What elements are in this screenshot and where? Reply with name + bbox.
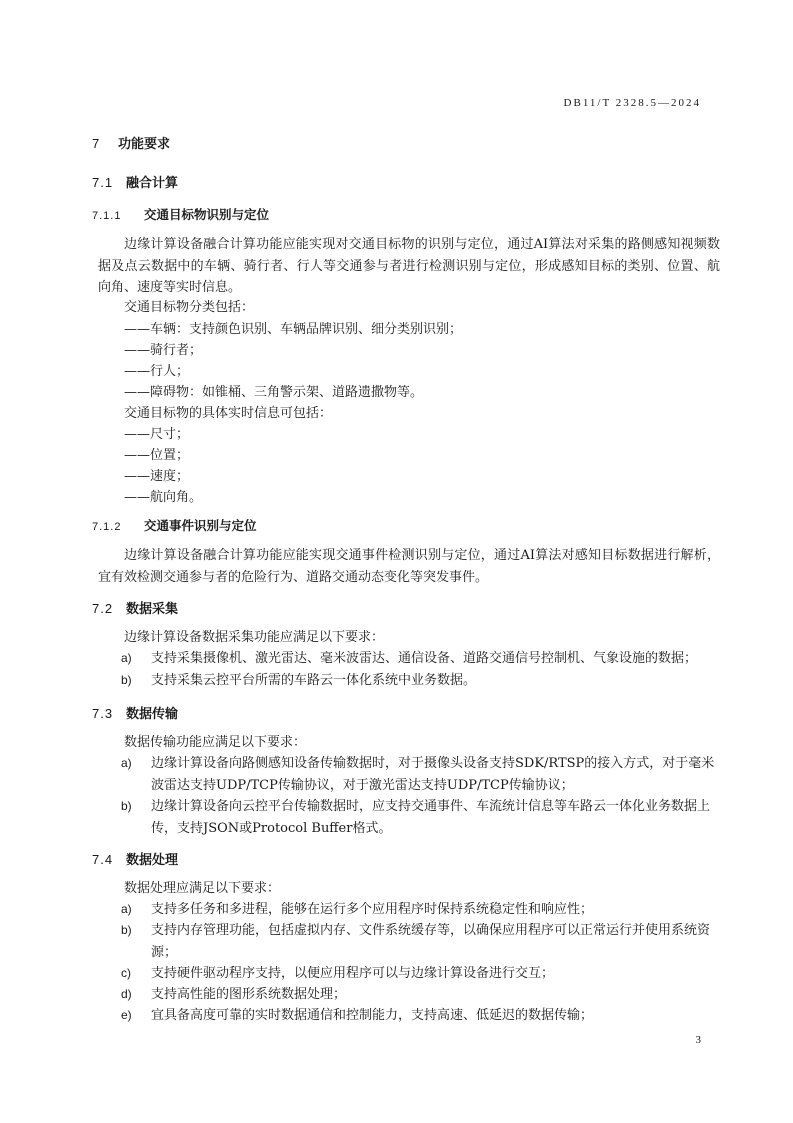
classes-intro: 交通目标物分类包括：: [124, 300, 255, 315]
section-7-4-heading: [92, 849, 178, 868]
list-item: 支持硬件驱动程序支持，以便应用程序可以与边缘计算设备进行交互；: [151, 966, 555, 981]
document-number: DB11/T 2328.5—2024: [563, 97, 701, 109]
section-7-1-heading: [92, 172, 178, 191]
list-item: 边缘计算设备向路侧感知设备传输数据时，对于摄像头设备支持SDK/RTSP的接入方式，对于毫米波雷达支持UDP/TCP传输协议，对于激光雷达支持UDP/TCP传输协议；: [151, 756, 715, 793]
section-7-1-2-heading: [92, 516, 257, 534]
list-item: ——障碍物：如锥桶、三角警示架、道路遗撒物等。: [124, 385, 424, 400]
list-marker: b): [121, 673, 132, 687]
section-number: 7.1.2: [92, 521, 122, 533]
list-marker: a): [121, 756, 132, 770]
section-title: 融合计算: [126, 176, 179, 191]
list-item: 支持多任务和多进程，能够在运行多个应用程序时保持系统稳定性和响应性；: [151, 902, 594, 917]
section-number: 7.1.1: [92, 210, 122, 222]
section-number: 7.4: [92, 852, 114, 867]
section-number: 7.2: [92, 601, 114, 616]
section-title: 数据处理: [126, 853, 179, 868]
list-item: ——航向角。: [124, 490, 203, 505]
list-marker: b): [121, 923, 132, 937]
section-title: 数据传输: [126, 707, 179, 722]
info-intro: 交通目标物的具体实时信息可包括：: [124, 406, 333, 421]
paragraph: 边缘计算设备融合计算功能应能实现交通事件检测识别与定位，通过AI算法对感知目标数据进行解析，宜有效检测交通参与者的危险行为、道路交通动态变化等突发事件。: [98, 548, 720, 585]
intro: 数据传输功能应满足以下要求：: [124, 735, 307, 750]
list-item: ——尺寸；: [124, 427, 190, 442]
section-title: 数据采集: [126, 602, 179, 617]
paragraph: 边缘计算设备融合计算功能应能实现对交通目标物的识别与定位，通过AI算法对采集的路侧感知视频数据及点云数据中的车辆、骑行者、行人等交通参与者进行检测识别与定位，形成感知目标的类别、位置、航向角、速度等实时信息。: [98, 237, 720, 295]
section-title: 交通事件识别与定位: [144, 518, 257, 533]
list-item: 支持高性能的图形系统数据处理；: [151, 987, 347, 1002]
list-item: 边缘计算设备向云控平台传输数据时，应支持交通事件、车流统计信息等车路云一体化业务数据上传，支持JSON或Protocol Buffer格式。: [151, 799, 711, 836]
section-title: 交通目标物识别与定位: [144, 207, 270, 222]
list-marker: c): [121, 966, 131, 980]
list-item: ——位置；: [124, 448, 190, 463]
list-item: ——骑行者；: [124, 343, 203, 358]
section-number: 7: [92, 136, 101, 151]
page-number: 3: [695, 1034, 701, 1046]
section-number: 7.1: [92, 175, 114, 190]
list-marker: a): [121, 651, 132, 665]
section-title: 功能要求: [118, 137, 171, 152]
section-7-3-heading: [92, 703, 178, 722]
list-item: 支持采集摄像机、激光雷达、毫米波雷达、通信设备、道路交通信号控制机、气象设施的数据；: [151, 651, 698, 666]
list-item: 支持内存管理功能，包括虚拟内存、文件系统缓存等，以确保应用程序可以正常运行并使用系统资源；: [151, 923, 711, 960]
list-marker: d): [121, 987, 132, 1001]
list-item: ——车辆：支持颜色识别、车辆品牌识别、细分类别识别；: [124, 322, 463, 337]
list-marker: e): [121, 1008, 132, 1022]
section-7-heading: [92, 133, 170, 152]
intro: 边缘计算设备数据采集功能应满足以下要求：: [124, 630, 385, 645]
section-7-1-1-heading: [92, 205, 269, 223]
section-number: 7.3: [92, 706, 114, 721]
section-7-2-heading: [92, 598, 178, 617]
intro: 数据处理应满足以下要求：: [124, 881, 281, 896]
list-item: ——行人；: [124, 364, 190, 379]
list-item: ——速度；: [124, 469, 190, 484]
list-marker: b): [121, 799, 132, 813]
list-item: 支持采集云控平台所需的车路云一体化系统中业务数据。: [151, 673, 477, 688]
list-marker: a): [121, 902, 132, 916]
list-item: 宜具备高度可靠的实时数据通信和控制能力，支持高速、低延迟的数据传输；: [151, 1008, 594, 1023]
